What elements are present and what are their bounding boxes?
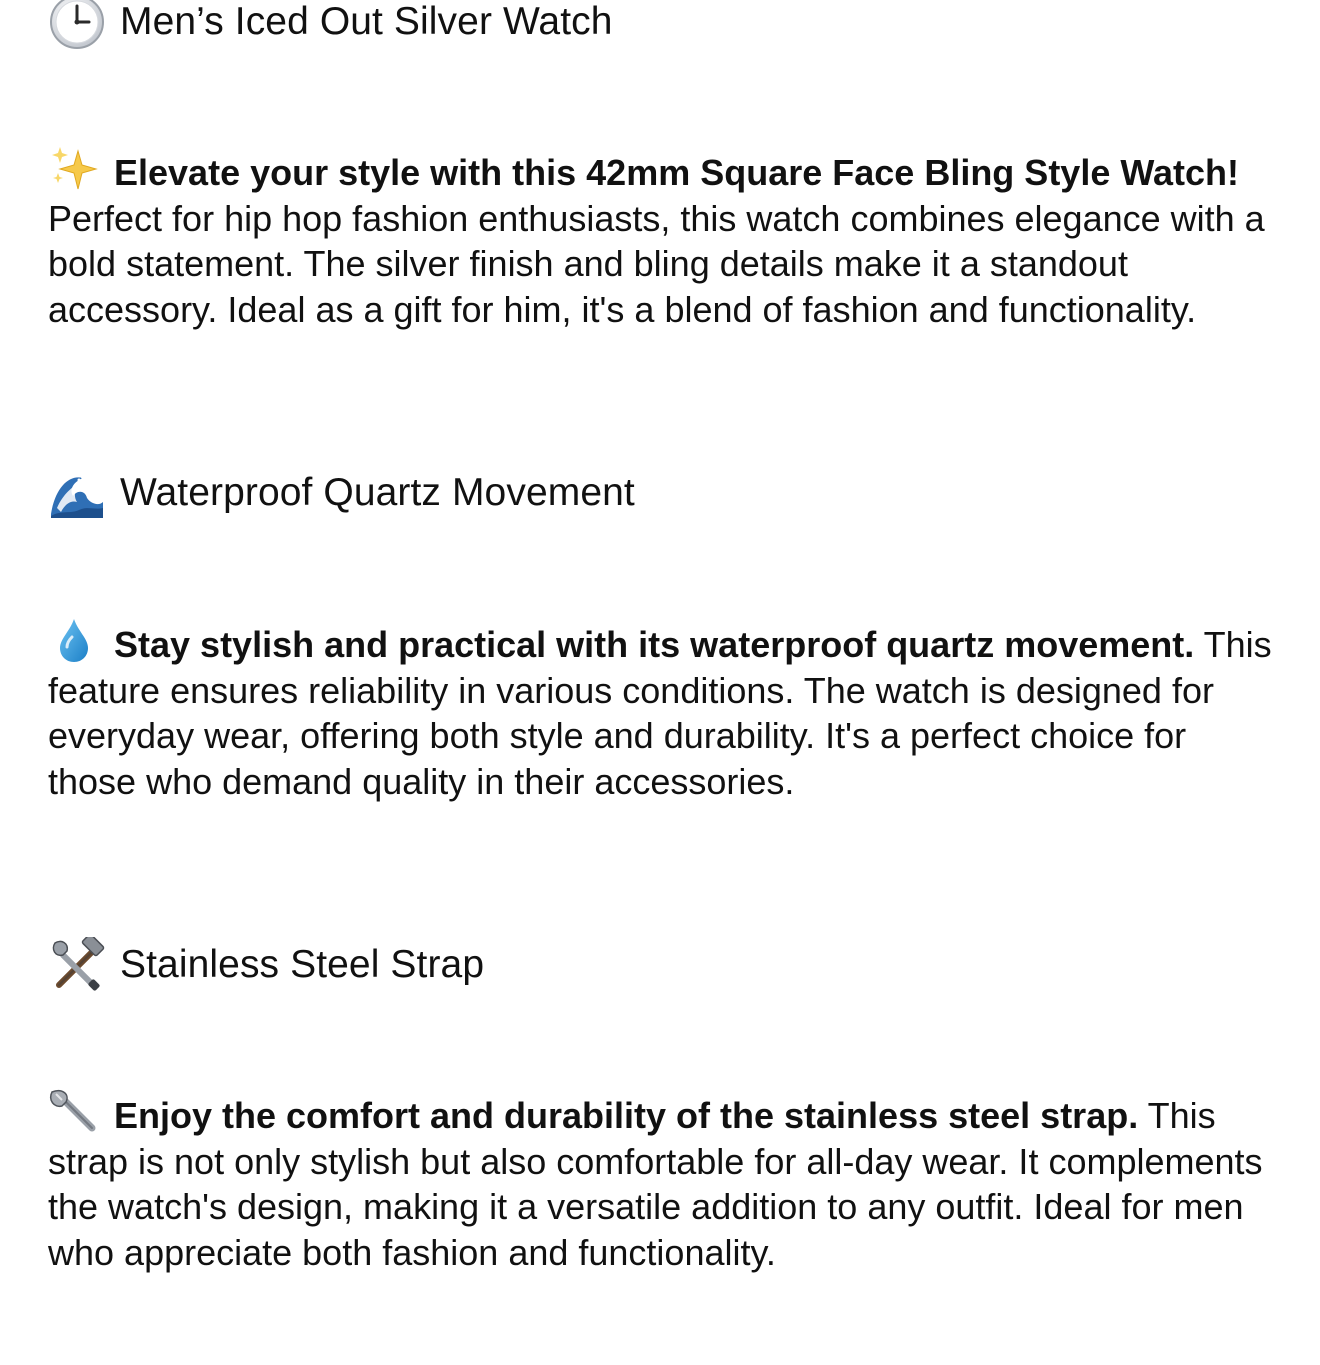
paragraph-body: This feature ensures reliability in various conditions. The watch is designed for everyday wear, offering both style and durability. It's a perfect choice for those who demand quality in their accessories. xyxy=(48,624,1272,802)
section-paragraph xyxy=(48,145,1278,332)
section-heading xyxy=(48,0,613,52)
section-title: Men’s Iced Out Silver Watch xyxy=(120,0,613,43)
water-wave-icon xyxy=(48,464,106,522)
paragraph-body: This strap is not only stylish but also comfortable for all-day wear. It complements the watch's design, making it a versatile addition to any outfit. Ideal for men who appreciate both fashion and functionality. xyxy=(48,1095,1263,1273)
section-title: Waterproof Quartz Movement xyxy=(120,471,635,514)
paragraph-body: Perfect for hip hop fashion enthusiasts, this watch combines elegance with a bold statement. The silver finish and bling details make it a standout accessory. Ideal as a gift for him, it's a blend of fashion and functionality. xyxy=(48,197,1265,330)
hammer-and-wrench-icon xyxy=(48,936,106,994)
sparkles-icon xyxy=(48,145,100,191)
section-heading xyxy=(48,463,635,523)
paragraph-lead: Elevate your style with this 42mm Square Face Bling Style Watch! xyxy=(114,152,1239,193)
section-heading xyxy=(48,935,484,995)
clock-three-icon xyxy=(48,0,106,51)
droplet-icon xyxy=(48,617,100,663)
paragraph-lead: Enjoy the comfort and durability of the stainless steel strap. xyxy=(114,1095,1139,1136)
section-title: Stainless Steel Strap xyxy=(120,943,485,986)
section-paragraph xyxy=(48,1088,1278,1275)
paragraph-lead: Stay stylish and practical with its waterproof quartz movement. xyxy=(114,624,1195,665)
section-paragraph xyxy=(48,617,1278,804)
wrench-icon xyxy=(48,1088,100,1134)
